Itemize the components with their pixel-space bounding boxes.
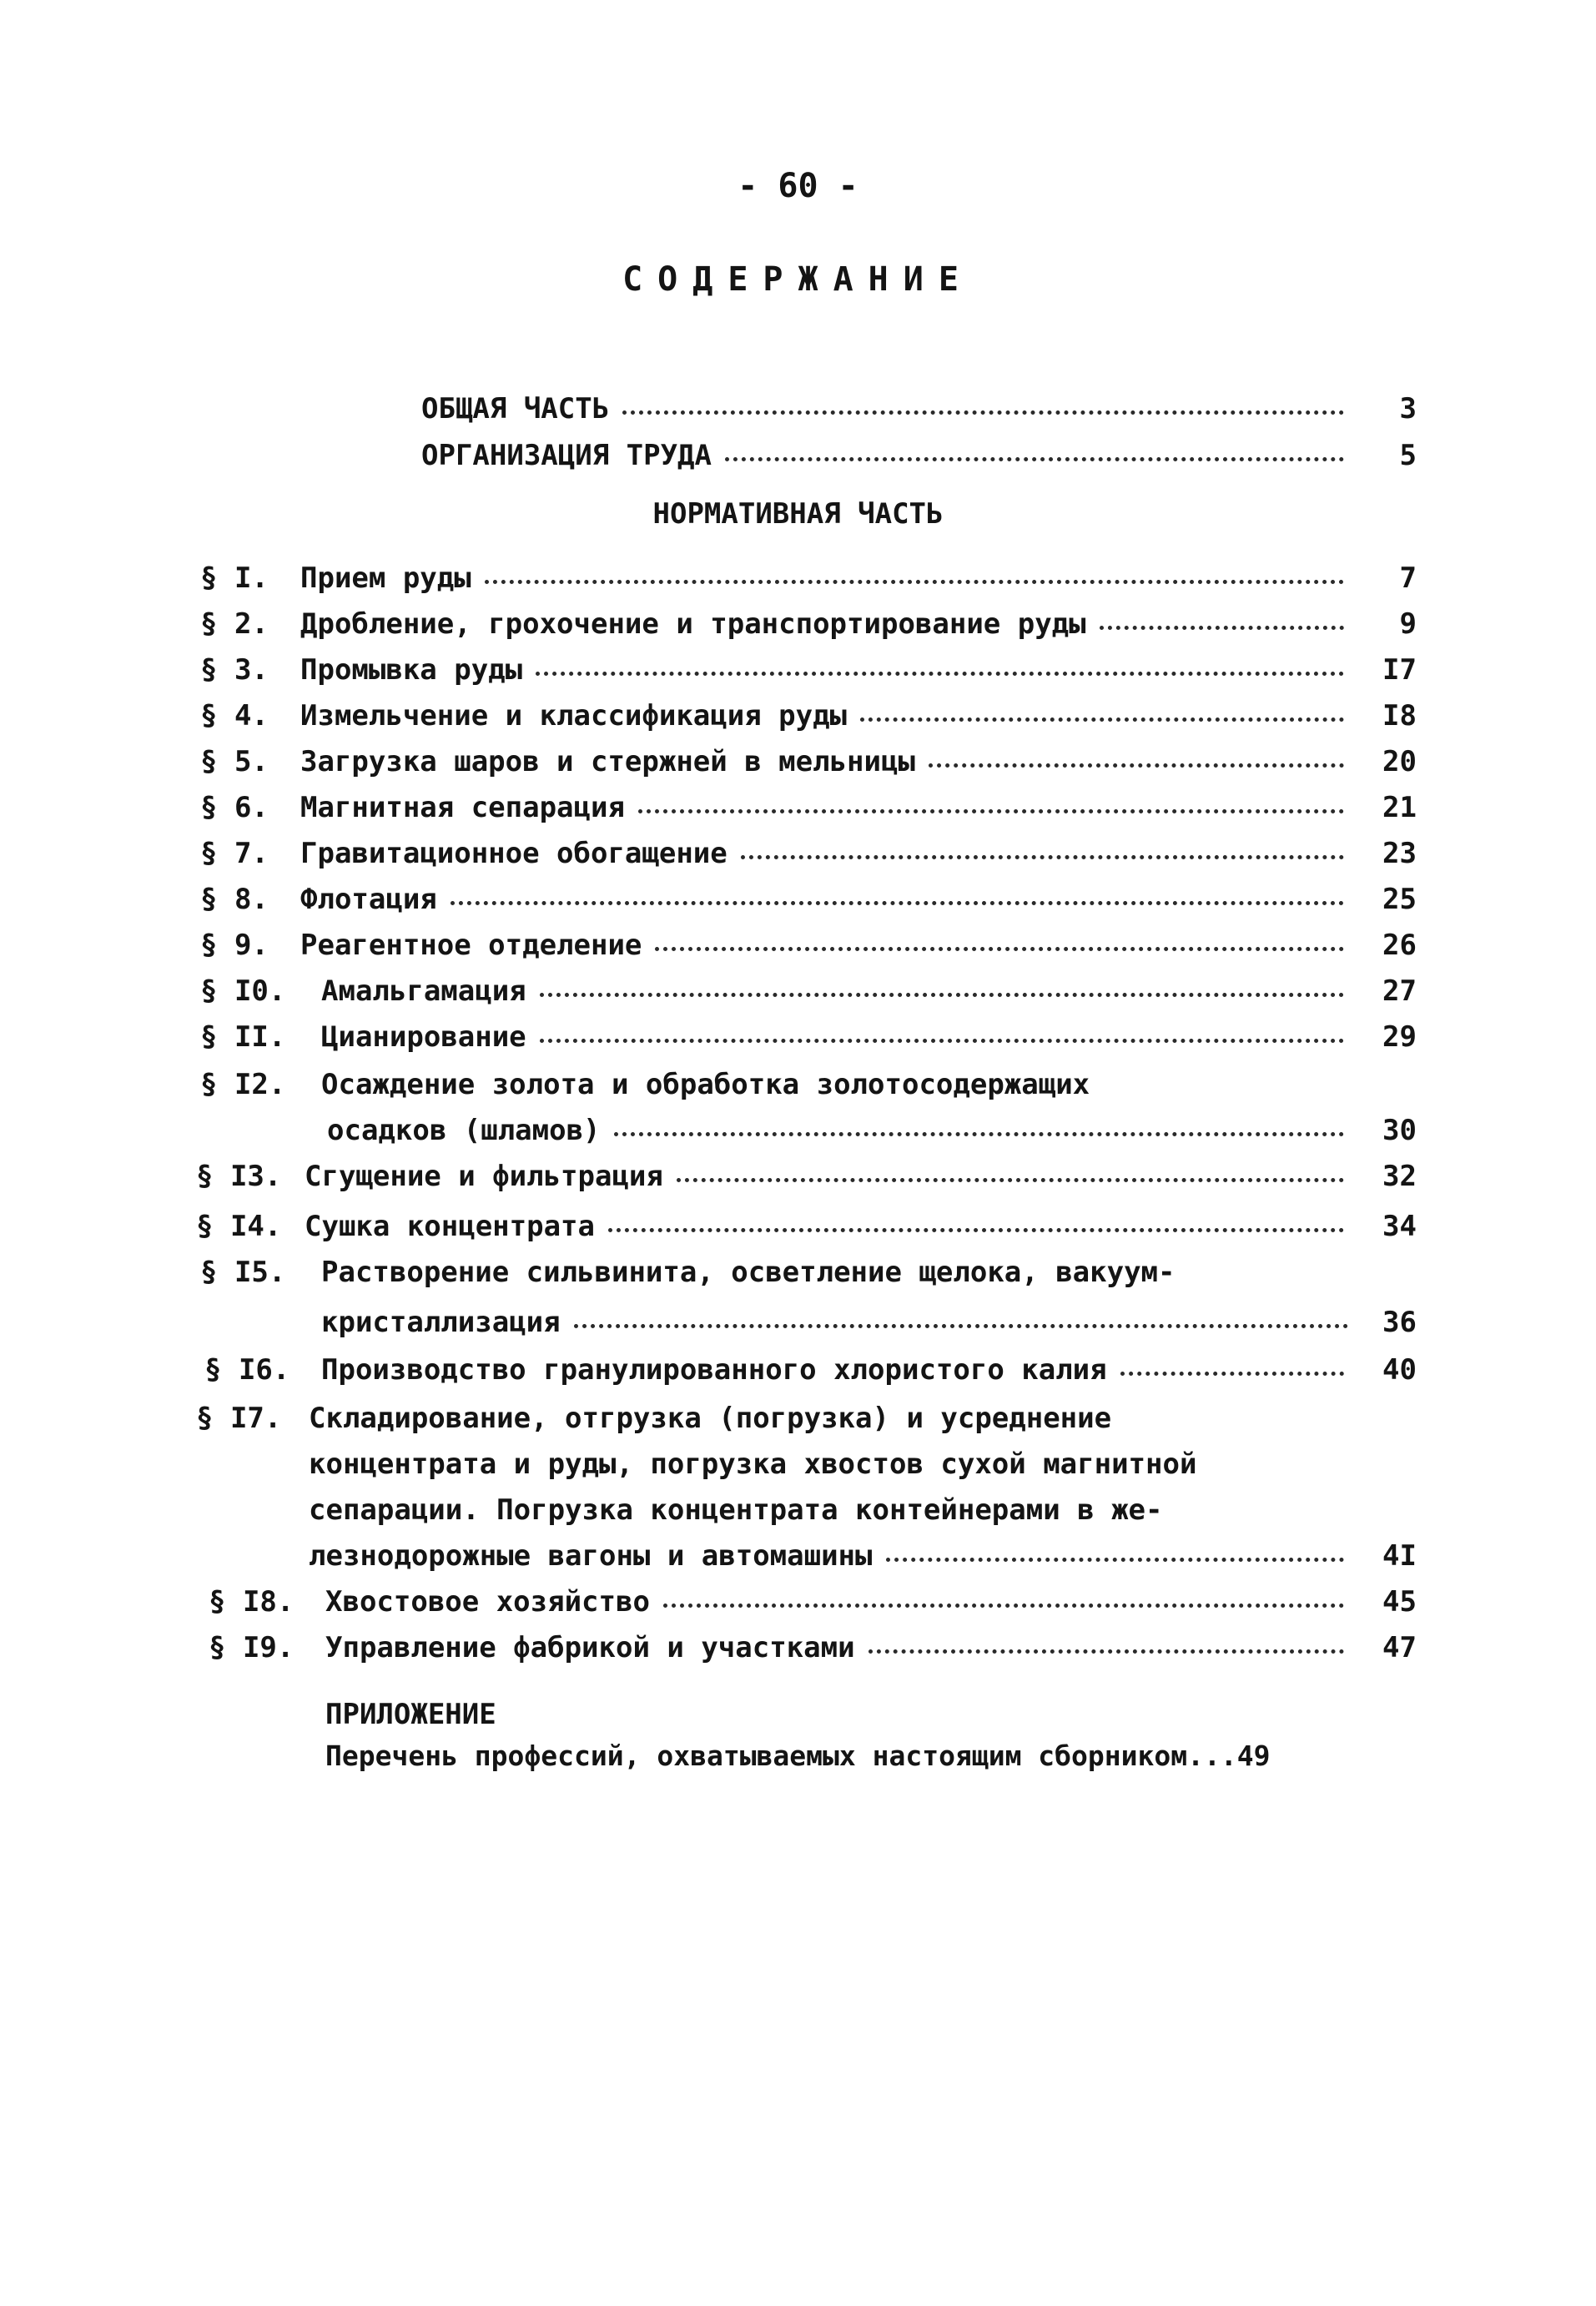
toc-entry [0, 1020, 1596, 1062]
toc-page: 47 [1382, 1631, 1417, 1664]
section-number: § 9. [200, 929, 269, 962]
toc-label: Амальгамация [321, 974, 526, 1008]
dot-leader [574, 1319, 1348, 1328]
section-number: § 4. [200, 699, 269, 733]
dot-leader [677, 1173, 1344, 1182]
toc-label: Складирование, отгрузка (погрузка) и усреднение [309, 1402, 1112, 1435]
toc-page: 36 [1382, 1306, 1417, 1339]
toc-entry [0, 653, 1596, 695]
toc-entry-general [0, 392, 1596, 434]
section-number: § 2. [200, 607, 269, 641]
toc-page: 34 [1382, 1210, 1417, 1243]
toc-entry [0, 1353, 1596, 1395]
toc-page: 30 [1382, 1114, 1417, 1147]
toc-entry [0, 745, 1596, 787]
toc-page: 5 [1399, 439, 1417, 472]
dot-leader [622, 405, 1344, 415]
toc-label: Прием руды [300, 561, 471, 595]
toc-label: ОБЩАЯ ЧАСТЬ [421, 392, 610, 425]
toc-page: 4I [1382, 1539, 1417, 1573]
toc-page: 26 [1382, 929, 1417, 962]
toc-label-continued: лезнодорожные вагоны и автомашины [309, 1539, 873, 1573]
toc-label: ОРГАНИЗАЦИЯ ТРУДА [421, 439, 712, 472]
toc-label: Реагентное отделение [300, 929, 642, 962]
toc-page: 21 [1382, 791, 1417, 824]
toc-label: Магнитная сепарация [300, 791, 625, 824]
toc-page: 29 [1382, 1020, 1417, 1054]
page-title: СОДЕРЖАНИЕ [622, 260, 974, 299]
section-number: § I6. [204, 1353, 290, 1387]
section-number: § I7. [196, 1402, 282, 1435]
section-number: § I5. [200, 1256, 286, 1289]
dot-leader [614, 1127, 1344, 1136]
section-number: § 8. [200, 883, 269, 916]
dot-leader [663, 1599, 1344, 1608]
toc-page: 32 [1382, 1160, 1417, 1193]
toc-page: 7 [1399, 561, 1417, 595]
dot-leader [655, 942, 1344, 951]
toc-label: Промывка руды [300, 653, 523, 687]
dot-leader [868, 1644, 1344, 1654]
toc-entry [0, 1114, 1596, 1156]
dot-leader [725, 452, 1344, 461]
toc-page: 3 [1399, 392, 1417, 425]
toc-label: Сгущение и фильтрация [305, 1160, 663, 1193]
toc-page: 45 [1382, 1585, 1417, 1619]
toc-entry [0, 561, 1596, 603]
toc-entry [0, 837, 1596, 879]
section-number: § I9. [209, 1631, 295, 1664]
toc-entry [0, 1160, 1596, 1201]
section-number: § I2. [200, 1068, 286, 1101]
toc-label: Загрузка шаров и стержней в мельницы [300, 745, 915, 778]
toc-page: 27 [1382, 974, 1417, 1008]
toc-page: 9 [1399, 607, 1417, 641]
toc-entry [0, 974, 1596, 1016]
dot-leader [741, 850, 1344, 859]
toc-entry [0, 1306, 1596, 1347]
dot-leader [451, 896, 1344, 905]
appendix-entry: Перечень профессий, охватываемых настоящим сборником...49 [325, 1740, 1271, 1772]
toc-label: Осаждение золота и обработка золотосодержащих [321, 1068, 1090, 1101]
toc-label-continued: кристаллизация [321, 1306, 561, 1339]
section-number: § I. [200, 561, 269, 595]
dot-leader [1120, 1367, 1344, 1376]
section-number: § I8. [209, 1585, 295, 1619]
toc-label: Производство гранулированного хлористого калия [321, 1353, 1107, 1387]
toc-entry [0, 607, 1596, 649]
toc-page: 40 [1382, 1353, 1417, 1387]
dot-leader [485, 575, 1344, 584]
dot-leader [638, 804, 1344, 813]
toc-entry [0, 883, 1596, 924]
toc-label: Флотация [300, 883, 437, 916]
toc-label: Хвостовое хозяйство [325, 1585, 650, 1619]
toc-page: 23 [1382, 837, 1417, 870]
toc-label: Растворение сильвинита, осветление щелока, вакуум- [321, 1256, 1176, 1289]
dot-leader [540, 988, 1344, 997]
section-number: § 3. [200, 653, 269, 687]
toc-label-continued: концентрата и руды, погрузка хвостов сухой магнитной [309, 1448, 1197, 1481]
section-number: § 6. [200, 791, 269, 824]
dot-leader [1100, 621, 1344, 630]
toc-page: 20 [1382, 745, 1417, 778]
dot-leader [536, 667, 1344, 676]
appendix-heading: ПРИЛОЖЕНИЕ [325, 1698, 496, 1731]
toc-label: Гравитационное обогащение [300, 837, 728, 870]
toc-label-continued: осадков (шламов) [327, 1114, 601, 1147]
dot-leader [608, 1223, 1344, 1232]
toc-entry [0, 1539, 1596, 1581]
section-number: § I3. [196, 1160, 282, 1193]
toc-entry [0, 791, 1596, 833]
toc-entry [0, 699, 1596, 741]
dot-leader [540, 1034, 1344, 1043]
dot-leader [860, 712, 1344, 722]
section-heading: НОРМАТИВНАЯ ЧАСТЬ [652, 497, 944, 531]
toc-page: I8 [1382, 699, 1417, 733]
toc-label: Цианирование [321, 1020, 526, 1054]
toc-label: Управление фабрикой и участками [325, 1631, 855, 1664]
section-number: § I4. [196, 1210, 282, 1243]
section-number: § II. [200, 1020, 286, 1054]
toc-label: Сушка концентрата [305, 1210, 595, 1243]
section-number: § 5. [200, 745, 269, 778]
toc-entry [0, 1585, 1596, 1627]
toc-page: I7 [1382, 653, 1417, 687]
dot-leader [929, 758, 1344, 768]
dot-leader [886, 1553, 1344, 1562]
section-number: § I0. [200, 974, 286, 1008]
toc-page: 25 [1382, 883, 1417, 916]
toc-label: Измельчение и классификация руды [300, 699, 848, 733]
page-number: - 60 - [738, 167, 858, 205]
section-number: § 7. [200, 837, 269, 870]
toc-label: Дробление, грохочение и транспортирование руды [300, 607, 1086, 641]
toc-label-continued: сепарации. Погрузка концентрата контейнерами в же- [309, 1493, 1163, 1527]
toc-entry [0, 929, 1596, 970]
toc-entry [0, 1210, 1596, 1251]
toc-entry-labor [0, 439, 1596, 481]
toc-entry [0, 1631, 1596, 1673]
